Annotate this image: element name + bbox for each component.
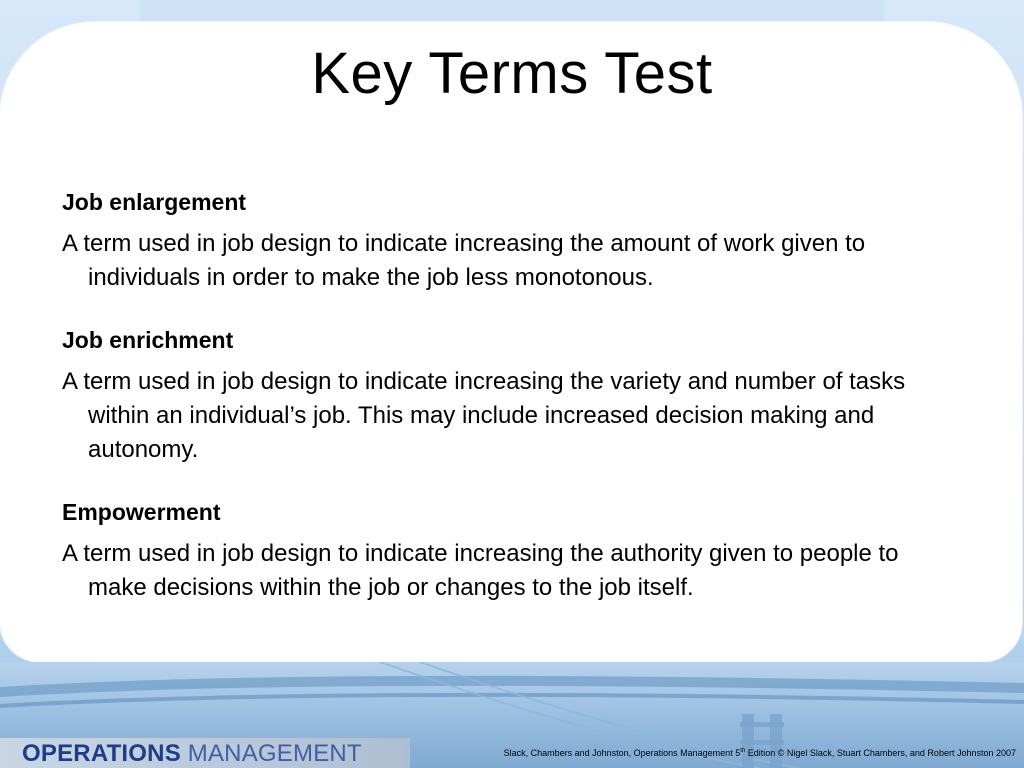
term-heading: Job enlargement: [62, 189, 247, 215]
term-definition: A term used in job design to indicate increasing the variety and number of tasks within an individual’s job. This may include increased decision making and autonomy.: [62, 368, 906, 463]
term-definition: A term used in job design to indicate increasing the authority given to people to make decisions within the job or changes to the job itself.: [62, 540, 899, 601]
term-definition: A term used in job design to indicate increasing the amount of work given to individuals in order to make the job less monotonous.: [62, 230, 866, 291]
copyright-credit: [420, 748, 1016, 758]
term-item-job-enrichment: [62, 324, 962, 467]
key-terms-list: [62, 186, 962, 634]
operations-management-logo: [22, 740, 362, 768]
term-heading: Job enrichment: [62, 327, 234, 353]
credit-prefix: Slack, Chambers and Johnston, Operations Management 5: [503, 748, 741, 758]
slide-title: Key Terms Test: [311, 41, 713, 106]
term-heading: Empowerment: [62, 499, 221, 525]
term-item-job-enlargement: [62, 186, 962, 295]
brand-text-strong: OPERATIONS: [22, 740, 181, 767]
term-item-empowerment: [62, 496, 962, 605]
credit-suffix: Edition © Nigel Slack, Stuart Chambers, and Robert Johnston 2007: [745, 748, 1016, 758]
brand-text-light: MANAGEMENT: [187, 740, 362, 767]
credit-superscript: th: [740, 748, 746, 754]
